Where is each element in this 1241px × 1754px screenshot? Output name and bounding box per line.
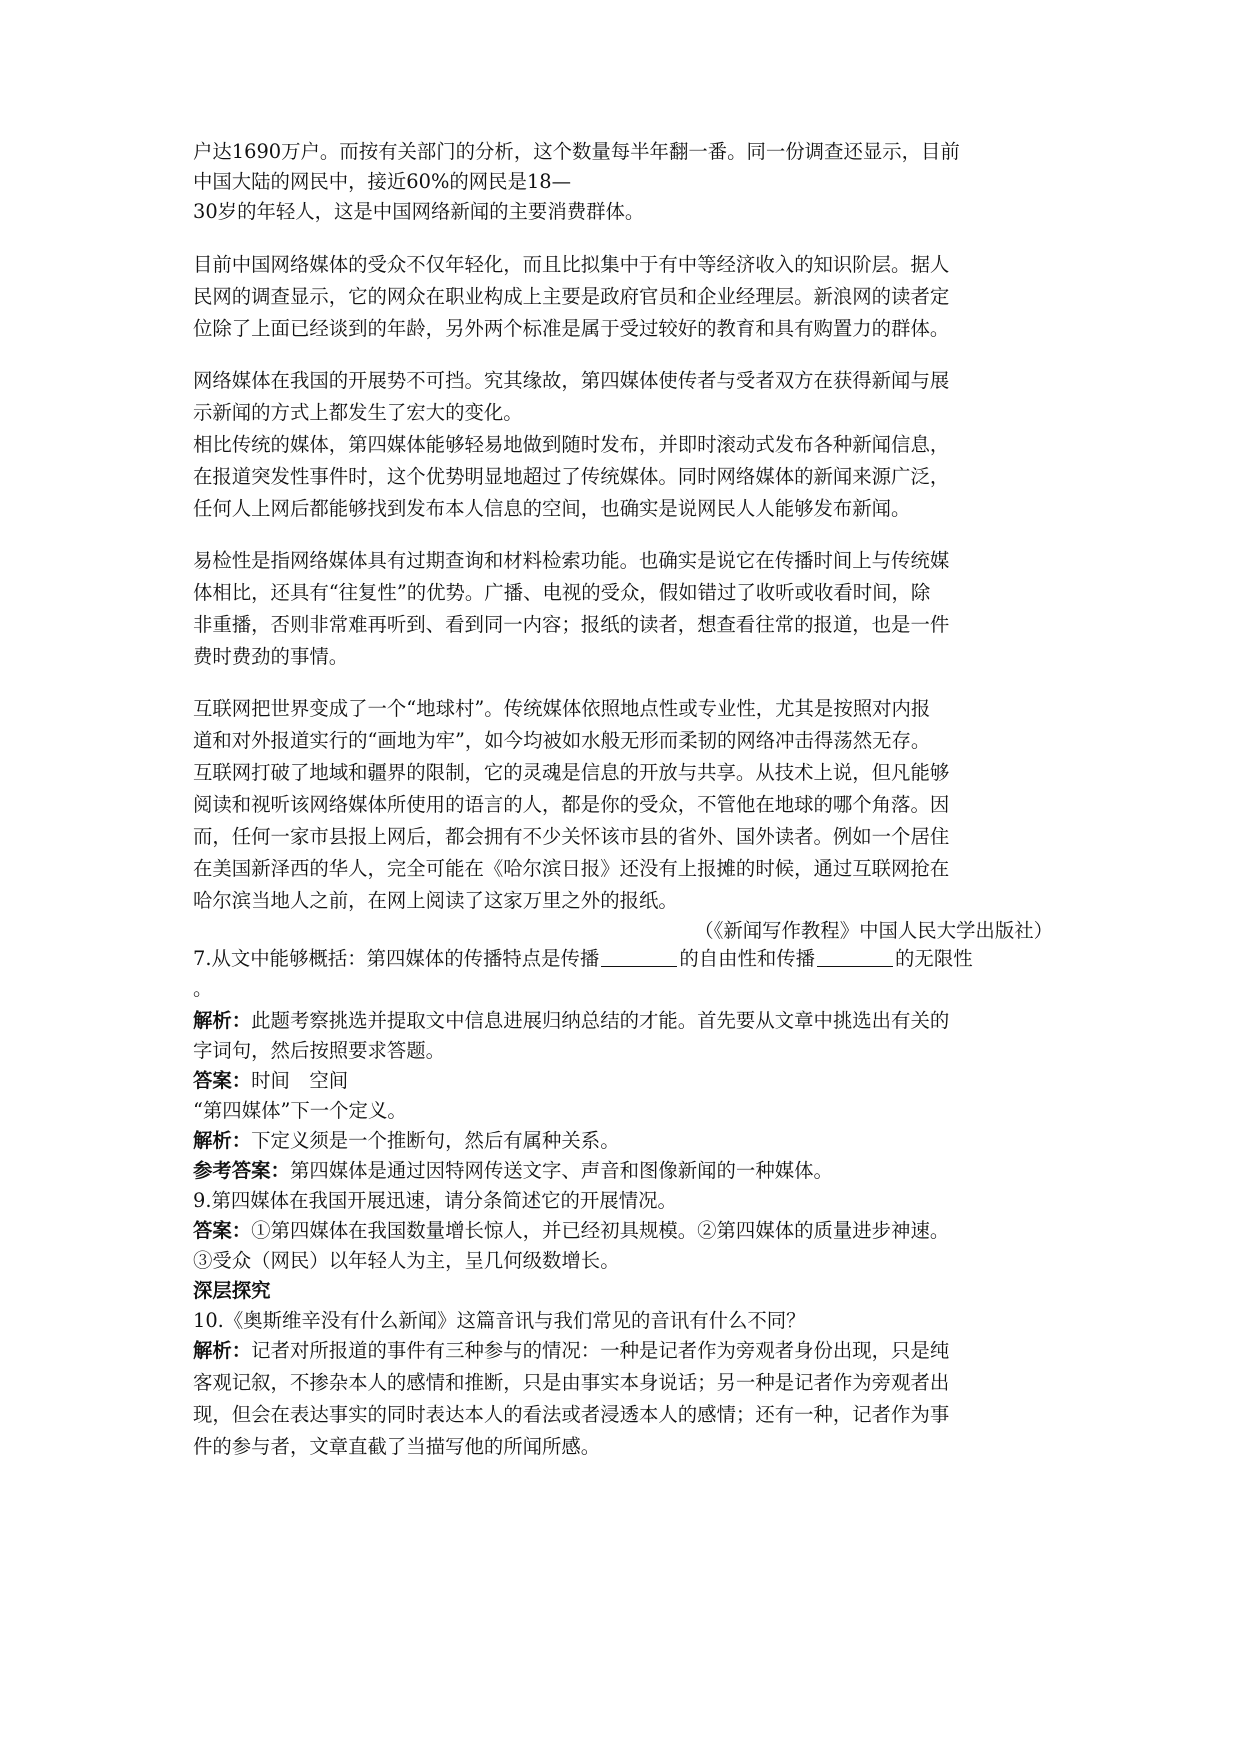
analysis-label: 解析： [193, 1129, 252, 1152]
answer-blank [817, 944, 893, 967]
text-line: 在美国新泽西的华人，完全可能在《哈尔滨日报》还没有上报摊的时候，通过互联网抢在 [193, 857, 950, 880]
text-line: 30岁的年轻人，这是中国网络新闻的主要消费群体。 [193, 200, 645, 223]
reference-answer [193, 1156, 833, 1186]
text-line: 位除了上面已经谈到的年龄，另外两个标准是属于受过较好的教育和具有购置力的群体。 [193, 317, 950, 340]
reference-answer-label: 参考答案： [193, 1159, 290, 1182]
text-line: 费时费劲的事情。 [193, 645, 349, 668]
text-line: 互联网打破了地域和疆界的限制，它的灵魂是信息的开放与共享。从技术上说，但凡能够 [193, 761, 950, 784]
analysis-3-line3: 现，但会在表达事实的同时表达本人的看法或者浸透本人的感情；还有一种，记者作为事 [193, 1403, 950, 1426]
text-line: 体相比，还具有“往复性”的优势。广播、电视的受众，假如错过了收听或收看时间，除 [193, 581, 931, 604]
text-line: 民网的调查显示，它的网众在职业构成上主要是政府官员和企业经理层。新浪网的读者定 [193, 285, 950, 308]
answer-text: 时间 空间 [251, 1069, 349, 1092]
text-line: 户达1690万户。而按有关部门的分析，这个数量每半年翻一番。同一份调查还显示，目前 [193, 140, 960, 163]
section-heading: 深层探究 [193, 1279, 271, 1302]
answer-label: 答案： [193, 1219, 252, 1242]
reference-answer-text: 第四媒体是通过因特网传送文字、声音和图像新闻的一种媒体。 [289, 1159, 833, 1182]
text-line: 而，任何一家市县报上网后，都会拥有不少关怀该市县的省外、国外读者。例如一个居住 [193, 825, 950, 848]
analysis-label: 解析： [193, 1339, 252, 1362]
question-7-part3: 的无限性 [895, 947, 973, 970]
question-7 [193, 944, 973, 974]
analysis-label: 解析： [193, 1009, 252, 1032]
question-7-part2: 的自由性和传播 [679, 947, 816, 970]
analysis-3 [193, 1336, 949, 1366]
text-line: 网络媒体在我国的开展势不可挡。究其缘故，第四媒体使传者与受者双方在获得新闻与展 [193, 369, 950, 392]
answer-2 [193, 1216, 949, 1246]
question-8: “第四媒体”下一个定义。 [193, 1099, 407, 1122]
question-7-part1: 7.从文中能够概括：第四媒体的传播特点是传播 [193, 947, 600, 970]
text-line: 在报道突发性事件时，这个优势明显地超过了传统媒体。同时网络媒体的新闻来源广泛， [193, 465, 950, 488]
analysis-1-line2: 字词句，然后按照要求答题。 [193, 1039, 446, 1062]
answer-1 [193, 1066, 348, 1096]
question-10: 10.《奥斯维辛没有什么新闻》这篇音讯与我们常见的音讯有什么不同？ [193, 1309, 806, 1332]
answer-2-line2: ③受众（网民）以年轻人为主，呈几何级数增长。 [193, 1249, 620, 1272]
analysis-text: 下定义须是一个推断句，然后有属种关系。 [251, 1129, 620, 1152]
text-line: 中国大陆的网民中，接近60%的网民是18— [193, 170, 572, 193]
text-line: 非重播，否则非常难再听到、看到同一内容；报纸的读者，想查看往常的报道，也是一件 [193, 613, 950, 636]
text-line: 相比传统的媒体，第四媒体能够轻易地做到随时发布，并即时滚动式发布各种新闻信息， [193, 433, 950, 456]
text-line: 互联网把世界变成了一个“地球村”。传统媒体依照地点性或专业性，尤其是按照对内报 [193, 697, 931, 720]
text-line: 阅读和视听该网络媒体所使用的语言的人，都是你的受众，不管他在地球的哪个角落。因 [193, 793, 950, 816]
question-9: 9.第四媒体在我国开展迅速，请分条简述它的开展情况。 [193, 1189, 677, 1212]
answer-label: 答案： [193, 1069, 252, 1092]
source-citation: （《新闻写作教程》中国人民大学出版社） [694, 919, 1053, 942]
text-line: 道和对外报道实行的“画地为牢”，如今均被如水般无形而柔韧的网络冲击得荡然无存。 [193, 729, 931, 752]
answer-text: ①第四媒体在我国数量增长惊人，并已经初具规模。②第四媒体的质量进步神速。 [251, 1219, 950, 1242]
analysis-3-line4: 件的参与者，文章直截了当描写他的所闻所感。 [193, 1435, 601, 1458]
analysis-text: 此题考察挑选并提取文中信息进展归纳总结的才能。首先要从文章中挑选出有关的 [251, 1009, 950, 1032]
text-line: 哈尔滨当地人之前，在网上阅读了这家万里之外的报纸。 [193, 889, 678, 912]
text-line: 易检性是指网络媒体具有过期查询和材料检索功能。也确实是说它在传播时间上与传统媒 [193, 549, 950, 572]
analysis-3-line2: 客观记叙，不掺杂本人的感情和推断，只是由事实本身说话；另一种是记者作为旁观者出 [193, 1371, 950, 1394]
text-line: 目前中国网络媒体的受众不仅年轻化，而且比拟集中于有中等经济收入的知识阶层。据人 [193, 253, 950, 276]
question-7-continuation: 。 [193, 977, 213, 1000]
analysis-1 [193, 1006, 949, 1036]
analysis-text: 记者对所报道的事件有三种参与的情况：一种是记者作为旁观者身份出现，只是纯 [251, 1339, 950, 1362]
text-line: 示新闻的方式上都发生了宏大的变化。 [193, 401, 523, 424]
analysis-2 [193, 1126, 620, 1156]
text-line: 任何人上网后都能够找到发布本人信息的空间，也确实是说网民人人能够发布新闻。 [193, 497, 911, 520]
answer-blank [601, 944, 677, 967]
